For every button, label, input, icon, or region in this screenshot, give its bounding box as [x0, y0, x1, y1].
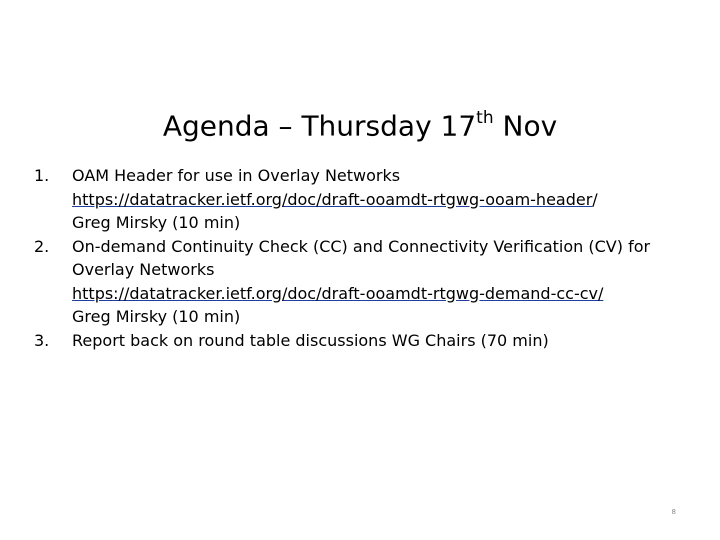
title-end: Nov	[493, 109, 558, 143]
agenda-item-link-line	[72, 188, 694, 212]
page-number: 8	[671, 508, 676, 516]
agenda-item-title-continued: Overlay Networks	[72, 260, 215, 279]
title-superscript: th	[476, 108, 494, 128]
agenda-item-3	[34, 329, 694, 353]
draft-link-ooam-header[interactable]: https://datatracker.ietf.org/doc/draft-ooamdt-rtgwg-ooam-header	[72, 189, 593, 209]
slide-title	[0, 100, 720, 146]
agenda-item-number: 1.	[34, 166, 50, 185]
link-suffix: /	[592, 189, 598, 209]
agenda-item-title: On-demand Continuity Check (CC) and Connectivity Verification (CV) for	[72, 236, 651, 256]
agenda-item-2	[34, 235, 694, 329]
agenda-item-title: OAM Header for use in Overlay Networks	[72, 166, 401, 185]
agenda-item-presenter: Greg Mirsky (10 min)	[72, 213, 241, 232]
agenda-item-number: 2.	[34, 236, 50, 256]
agenda-list	[34, 164, 694, 352]
agenda-item-title: Report back on round table discussions WG Chairs (70 min)	[72, 330, 549, 350]
agenda-item-link-line	[72, 282, 694, 306]
draft-link-demand-cc-cv[interactable]: https://datatracker.ietf.org/doc/draft-ooamdt-rtgwg-demand-cc-cv/	[72, 283, 604, 303]
agenda-item-1	[34, 164, 694, 235]
agenda-item-presenter: Greg Mirsky (10 min)	[72, 307, 241, 326]
title-main: Agenda – Thursday 17	[162, 109, 477, 143]
agenda-item-number: 3.	[34, 330, 50, 350]
